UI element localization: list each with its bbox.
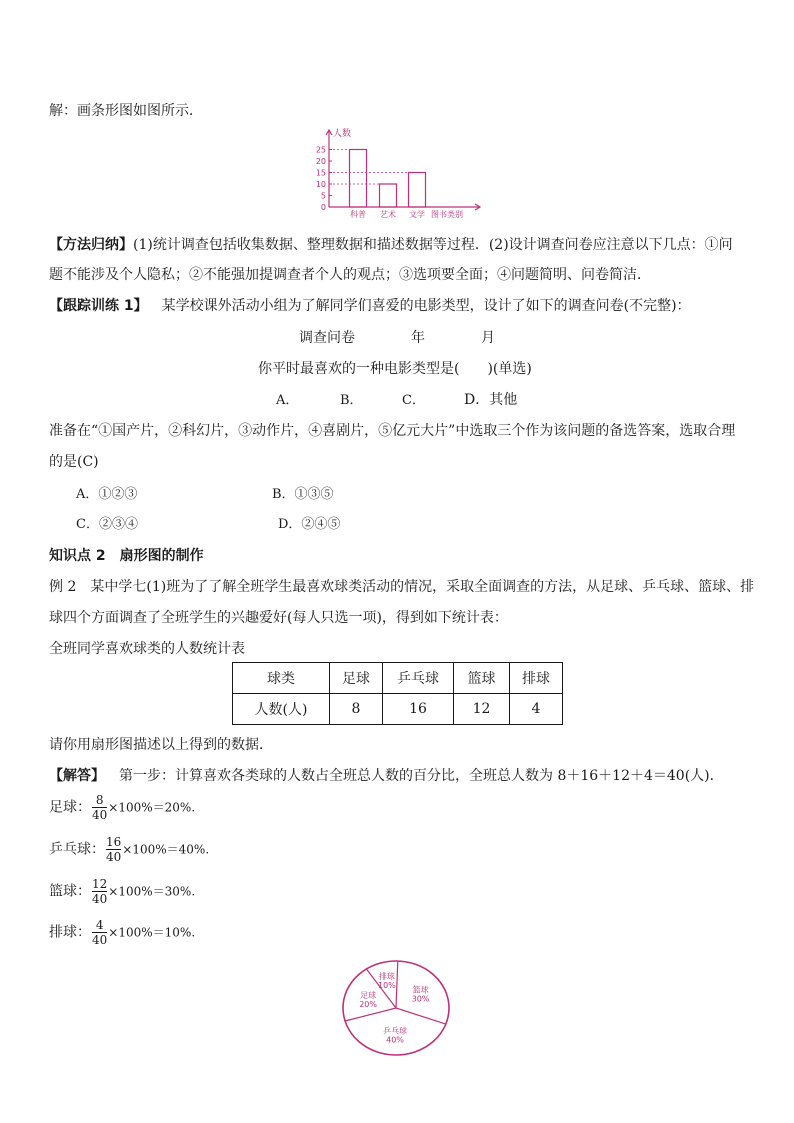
fraction-denominator: 40: [106, 850, 122, 864]
answer-row-football: [49, 793, 195, 822]
slice-divider: [396, 1008, 446, 1024]
solution-text: 解：画条形图如图所示．: [49, 103, 203, 119]
table-header-cell: 球类: [233, 663, 330, 694]
slice-percent-篮球: 30%: [411, 994, 430, 1004]
answer-row-volleyball: [49, 918, 195, 947]
x-axis-label: 图书类别: [431, 210, 463, 219]
example-text-1: 例 2 某中学七(1)班为了了解全班学生最喜欢球类活动的情况，采取全面调查的方法，从足球、乒乓球、篮球、排: [49, 579, 755, 595]
table-cell: 12: [454, 694, 510, 725]
y-tick-label: 25: [315, 145, 326, 155]
answer-label: 乒乓球：: [49, 841, 105, 858]
questionnaire-option-d: D．其他: [464, 392, 518, 408]
method-text-2: 题不能涉及个人隐私；②不能强加提调查者个人的观点；③选项要全面；④问题简明、问卷简洁．: [49, 267, 651, 283]
fraction: [92, 877, 107, 906]
y-tick-label: 15: [315, 168, 326, 178]
answer-tag: 【解答】: [49, 768, 105, 784]
practice-tag: 【跟踪训练 1】: [49, 298, 148, 314]
answer-step1: 第一步：计算喜欢各类球的人数占全班总人数的百分比，全班总人数为 8＋16＋12＋4＝40(人)．: [119, 768, 724, 784]
slice-percent-排球: 10%: [378, 981, 396, 990]
choice-c: C．②③④: [76, 517, 138, 532]
table-header-cell: 篮球: [454, 663, 510, 694]
pie-chart: [338, 956, 456, 1060]
answer-result: ×100%＝10%.: [108, 925, 196, 940]
answer-label: 排球：: [49, 924, 91, 941]
table-header-cell: 足球: [330, 663, 383, 694]
fraction-denominator: 40: [92, 892, 108, 906]
practice-body-1: 准备在“①国产片，②科幻片，③动作片，④喜剧片，⑤亿元大片”中选取三个作为该问题的备选答案，选取合理: [49, 423, 736, 439]
fraction: [106, 835, 121, 864]
questionnaire-option-a: A．: [276, 393, 299, 408]
practice-intro: 某学校课外活动小组为了解同学们喜爱的电影类型，设计了如下的调查问卷(不完整)：: [161, 298, 691, 314]
fraction: [92, 918, 107, 947]
slice-divider: [345, 1008, 396, 1021]
questionnaire-question: 你平时最喜欢的一种电影类型是( )(单选): [258, 361, 532, 377]
slice-divider: [396, 961, 398, 1008]
questionnaire-option-b: B．: [340, 393, 363, 408]
fraction-denominator: 40: [92, 808, 108, 822]
method-tag: 【方法归纳】: [49, 237, 133, 253]
table-caption: 全班同学喜欢球类的人数统计表: [49, 641, 245, 657]
questionnaire-title: 调查问卷: [299, 330, 355, 346]
method-summary-line1: [49, 234, 733, 254]
questionnaire-year: 年: [411, 330, 425, 346]
table-header-cell: 排球: [510, 663, 563, 694]
knowledge-heading: 知识点 2 扇形图的制作: [49, 548, 204, 564]
bar-文学: [409, 173, 426, 208]
fraction-numerator: 16: [106, 835, 122, 849]
questionnaire-option-c: C．: [402, 393, 425, 408]
fraction-numerator: 4: [95, 918, 104, 932]
y-axis-label: 人数: [333, 129, 352, 139]
y-tick-label: 10: [315, 180, 326, 189]
stats-table: [232, 662, 563, 725]
practice-body-2: 的是(C): [49, 454, 99, 470]
y-tick-label: 5: [320, 191, 326, 201]
practice-line: [49, 295, 691, 315]
table-cell: 4: [510, 694, 563, 725]
answer-label: 篮球：: [49, 883, 91, 900]
request-text: 请你用扇形图描述以上得到的数据．: [49, 737, 273, 753]
table-row: [233, 694, 563, 725]
answer-line: [49, 765, 724, 785]
answer-row-pingpong: [49, 835, 209, 864]
bar-科普: [350, 150, 367, 208]
answer-result: ×100%＝40%.: [122, 842, 210, 857]
choice-d: D．②④⑤: [278, 517, 341, 532]
choice-b: B．①③⑤: [272, 487, 334, 502]
y-tick-label: 0: [320, 203, 326, 212]
fraction-numerator: 8: [95, 793, 104, 807]
questionnaire-month: 月: [481, 330, 495, 346]
slice-label-篮球: 篮球: [412, 985, 429, 995]
table-cell: 8: [330, 694, 383, 725]
method-text-1: (1)统计调查包括收集数据、整理数据和描述数据等过程．(2)设计调查问卷应注意以下几点：①问: [133, 237, 733, 253]
x-tick-label: 科普: [350, 210, 366, 219]
answer-result: ×100%＝30%.: [108, 884, 196, 899]
bar-chart: [305, 124, 495, 224]
x-tick-label: 艺术: [380, 210, 396, 219]
fraction-numerator: 12: [92, 877, 108, 891]
fraction-denominator: 40: [92, 933, 108, 947]
table-header-cell: 乒乓球: [383, 663, 454, 694]
table-cell: 16: [383, 694, 454, 725]
table-cell: 人数(人): [233, 694, 330, 725]
answer-label: 足球：: [49, 799, 91, 816]
y-tick-label: 20: [315, 157, 326, 166]
slice-label-足球: 足球: [360, 991, 377, 1000]
table-row: [233, 663, 563, 694]
example-text-2: 球四个方面调查了全班学生的兴趣爱好(每人只选一项)，得到如下统计表：: [49, 610, 508, 626]
slice-percent-乒乓球: 40%: [386, 1035, 404, 1045]
fraction: [92, 793, 107, 822]
slice-label-排球: 排球: [378, 972, 395, 981]
bar-艺术: [380, 184, 397, 207]
slice-percent-足球: 20%: [359, 1000, 377, 1009]
x-tick-label: 文学: [409, 210, 425, 219]
slice-label-乒乓球: 乒乓球: [383, 1026, 407, 1036]
choice-a: A．①②③: [76, 487, 138, 502]
answer-result: ×100%＝20%.: [108, 800, 196, 815]
answer-row-basketball: [49, 877, 195, 906]
